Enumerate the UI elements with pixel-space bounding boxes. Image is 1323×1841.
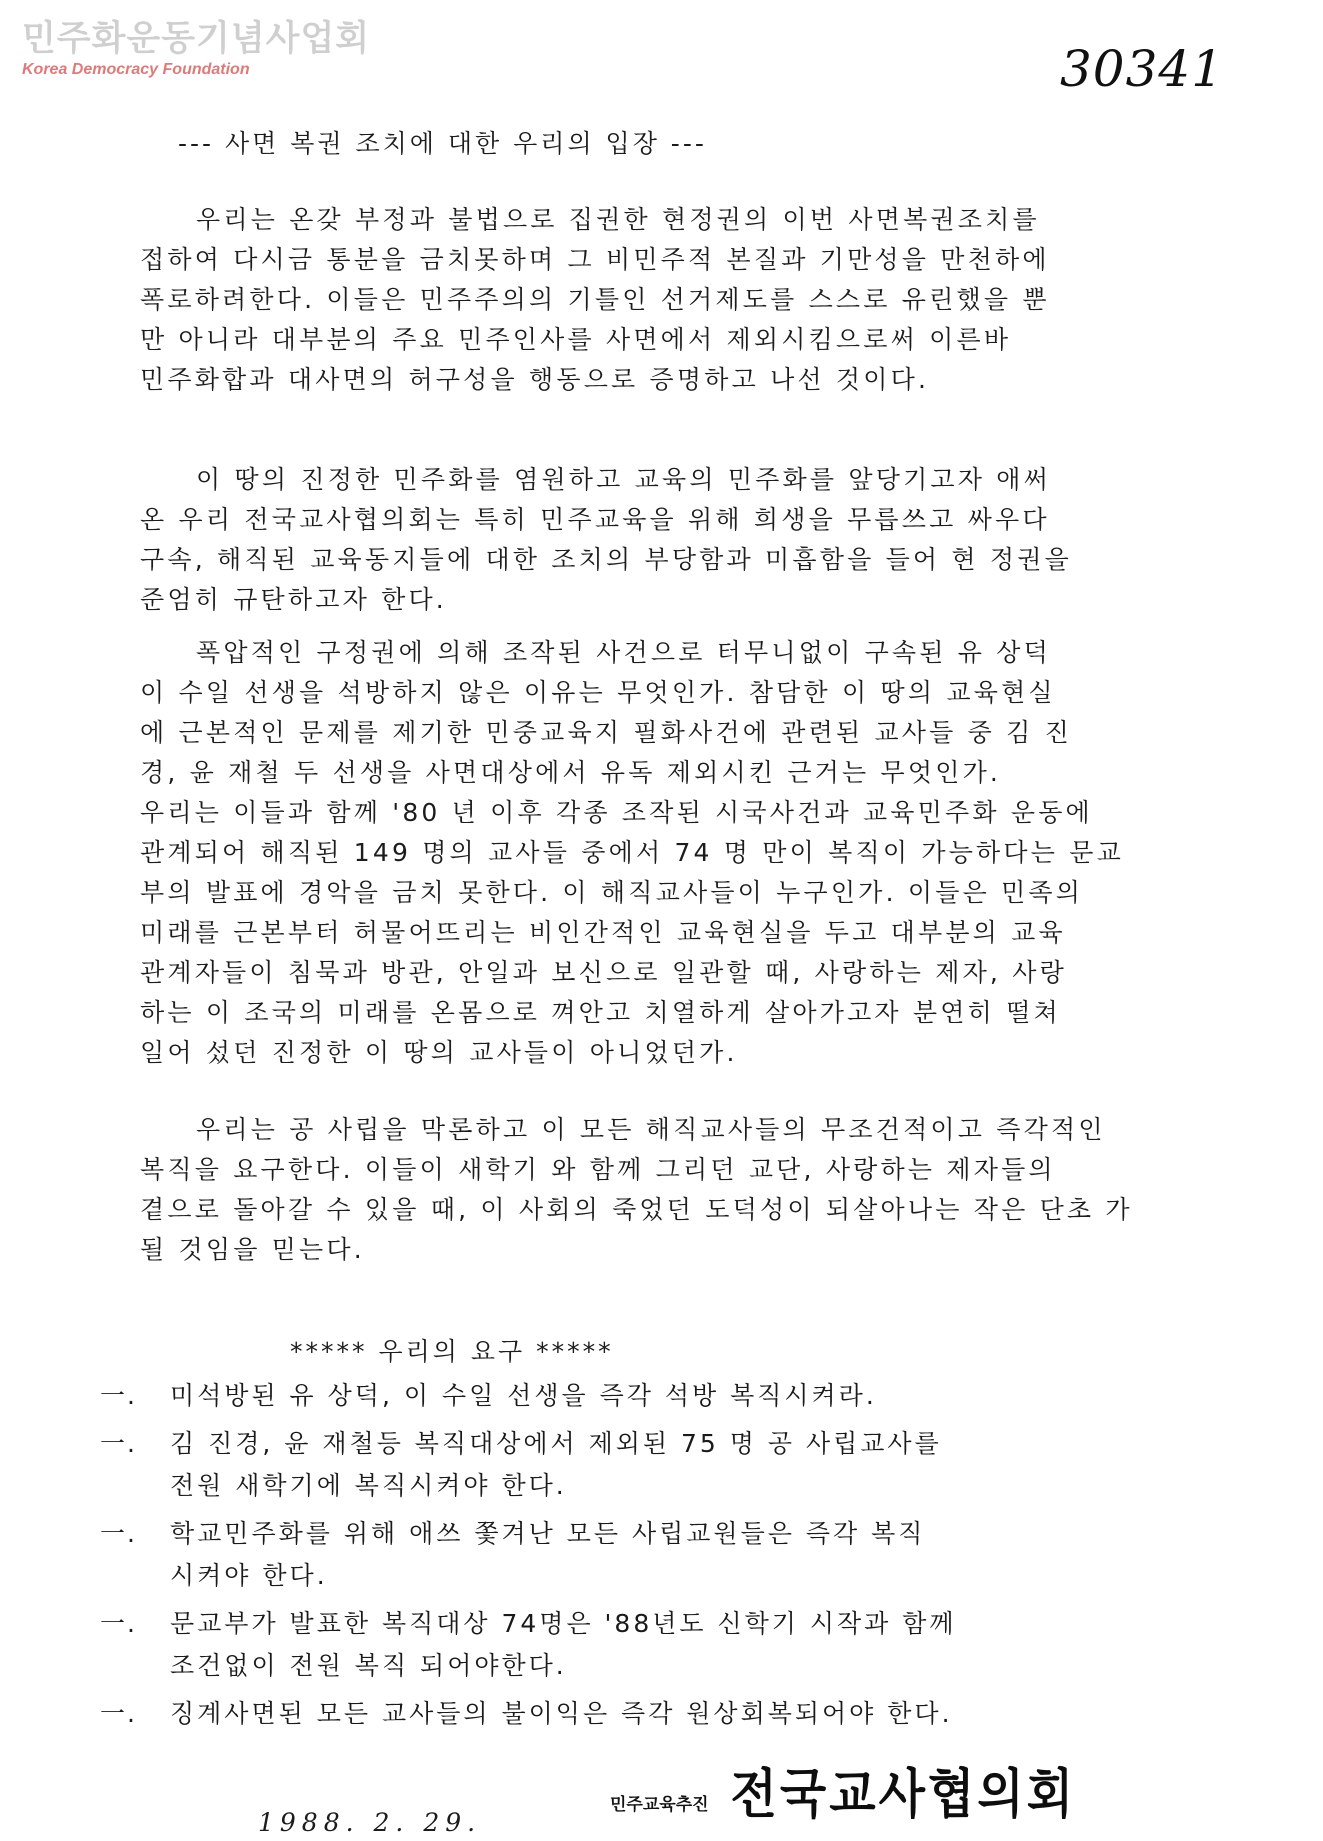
- paragraph: [140, 460, 1220, 620]
- organization-prefix: 민주교육추진: [610, 1795, 709, 1815]
- paragraph-line: 경, 윤 재철 두 선생을 사면대상에서 유독 제외시킨 근거는 무엇인가.: [140, 758, 1002, 787]
- demand-item: [100, 1375, 1200, 1417]
- demand-bullet: 一.: [100, 1519, 137, 1548]
- paragraph-line: 온 우리 전국교사협의회는 특히 민주교육을 위해 희생을 무릅쓰고 싸우다: [140, 505, 1050, 534]
- paragraph-line: 우리는 공 사립을 막론하고 이 모든 해직교사들의 무조건적이고 즉각적인: [196, 1115, 1106, 1144]
- paragraph-line: 폭로하려한다. 이들은 민주주의의 기틀인 선거제도를 스스로 유린했을 뿐: [140, 285, 1050, 314]
- demand-line: 시켜야 한다.: [170, 1561, 328, 1590]
- watermark-english: Korea Democracy Foundation: [22, 61, 250, 78]
- demands-heading: ***** 우리의 요구 *****: [290, 1337, 614, 1366]
- paragraph-line: 접하여 다시금 통분을 금치못하며 그 비민주적 본질과 기만성을 만천하에: [140, 245, 1050, 274]
- paragraph-line: 관계자들이 침묵과 방관, 안일과 보신으로 일관할 때, 사랑하는 제자, 사랑: [140, 958, 1067, 987]
- paragraph-line: 곁으로 돌아갈 수 있을 때, 이 사회의 죽었던 도덕성이 되살아나는 작은 단초 가: [140, 1195, 1133, 1224]
- paragraph-line: 에 근본적인 문제를 제기한 민중교육지 필화사건에 관련된 교사들 중 김 진: [140, 718, 1072, 747]
- paragraph-line: 미래를 근본부터 허물어뜨리는 비인간적인 교육현실을 두고 대부분의 교육: [140, 918, 1066, 947]
- paragraph-line: 관계되어 해직된 149 명의 교사들 중에서 74 명 만이 복직이 가능하다는 문교: [140, 838, 1124, 867]
- demand-item: [100, 1693, 1200, 1735]
- paragraph-line: 부의 발표에 경악을 금치 못한다. 이 해직교사들이 누구인가. 이들은 민족의: [140, 878, 1084, 907]
- paragraph-line: 구속, 해직된 교육동지들에 대한 조치의 부당함과 미흡함을 들어 현 정권을: [140, 545, 1072, 574]
- paragraph-line: 이 수일 선생을 석방하지 않은 이유는 무엇인가. 참담한 이 땅의 교육현실: [140, 678, 1056, 707]
- demand-line: 김 진경, 윤 재철등 복직대상에서 제외된 75 명 공 사립교사를: [170, 1429, 942, 1458]
- demand-bullet: 一.: [100, 1609, 137, 1638]
- watermark-logo: [22, 18, 370, 80]
- paragraph-line: 일어 섰던 진정한 이 땅의 교사들이 아니었던가.: [140, 1038, 738, 1067]
- watermark-korean: 민주화운동기념사업회: [22, 19, 371, 59]
- document-date: 1988. 2. 29.: [258, 1808, 482, 1837]
- demand-line: 학교민주화를 위해 애쓰 쫓겨난 모든 사립교원들은 즉각 복직: [170, 1519, 926, 1548]
- paragraph-line: 이 땅의 진정한 민주화를 염원하고 교육의 민주화를 앞당기고자 애써: [196, 465, 1051, 494]
- paragraph-line: 될 것임을 믿는다.: [140, 1235, 365, 1264]
- demand-bullet: 一.: [100, 1429, 137, 1458]
- demand-line: 징계사면된 모든 교사들의 불이익은 즉각 원상회복되어야 한다.: [170, 1699, 953, 1728]
- document-number: 30341: [1060, 40, 1225, 98]
- paragraph-line: 우리는 이들과 함께 '80 년 이후 각종 조작된 시국사건과 교육민주화 운동에: [140, 798, 1093, 827]
- demands-list: [100, 1375, 1200, 1741]
- organization-name: 전국교사협의회: [730, 1763, 1077, 1826]
- demand-bullet: 一.: [100, 1381, 137, 1410]
- document-title: --- 사면 복권 조치에 대한 우리의 입장 ---: [178, 129, 707, 158]
- paragraph-line: 폭압적인 구정권에 의해 조작된 사건으로 터무니없이 구속된 유 상덕: [196, 638, 1051, 667]
- demand-item: [100, 1603, 1200, 1687]
- paragraph-line: 준엄히 규탄하고자 한다.: [140, 585, 447, 614]
- paragraph-line: 만 아니라 대부분의 주요 민주인사를 사면에서 제외시킴으로써 이른바: [140, 325, 1012, 354]
- demand-item: [100, 1513, 1200, 1597]
- demand-line: 미석방된 유 상덕, 이 수일 선생을 즉각 석방 복직시켜라.: [170, 1381, 877, 1410]
- demand-line: 전원 새학기에 복직시켜야 한다.: [170, 1471, 567, 1500]
- demand-item: [100, 1423, 1200, 1507]
- paragraph: [140, 1110, 1220, 1270]
- paragraph-line: 하는 이 조국의 미래를 온몸으로 껴안고 치열하게 살아가고자 분연히 떨쳐: [140, 998, 1061, 1027]
- paragraph-line: 복직을 요구한다. 이들이 새학기 와 함께 그리던 교단, 사랑하는 제자들의: [140, 1155, 1056, 1184]
- demand-line: 문교부가 발표한 복직대상 74명은 '88년도 신학기 시작과 함께: [170, 1609, 957, 1638]
- paragraph-line: 민주화합과 대사면의 허구성을 행동으로 증명하고 나선 것이다.: [140, 365, 930, 394]
- demand-line: 조건없이 전원 복직 되어야한다.: [170, 1651, 567, 1680]
- demand-bullet: 一.: [100, 1699, 137, 1728]
- signature-organization: [610, 1755, 1076, 1824]
- paragraph: [140, 200, 1220, 400]
- paragraph: [140, 633, 1220, 1073]
- paragraph-line: 우리는 온갖 부정과 불법으로 집권한 현정권의 이번 사면복권조치를: [196, 205, 1040, 234]
